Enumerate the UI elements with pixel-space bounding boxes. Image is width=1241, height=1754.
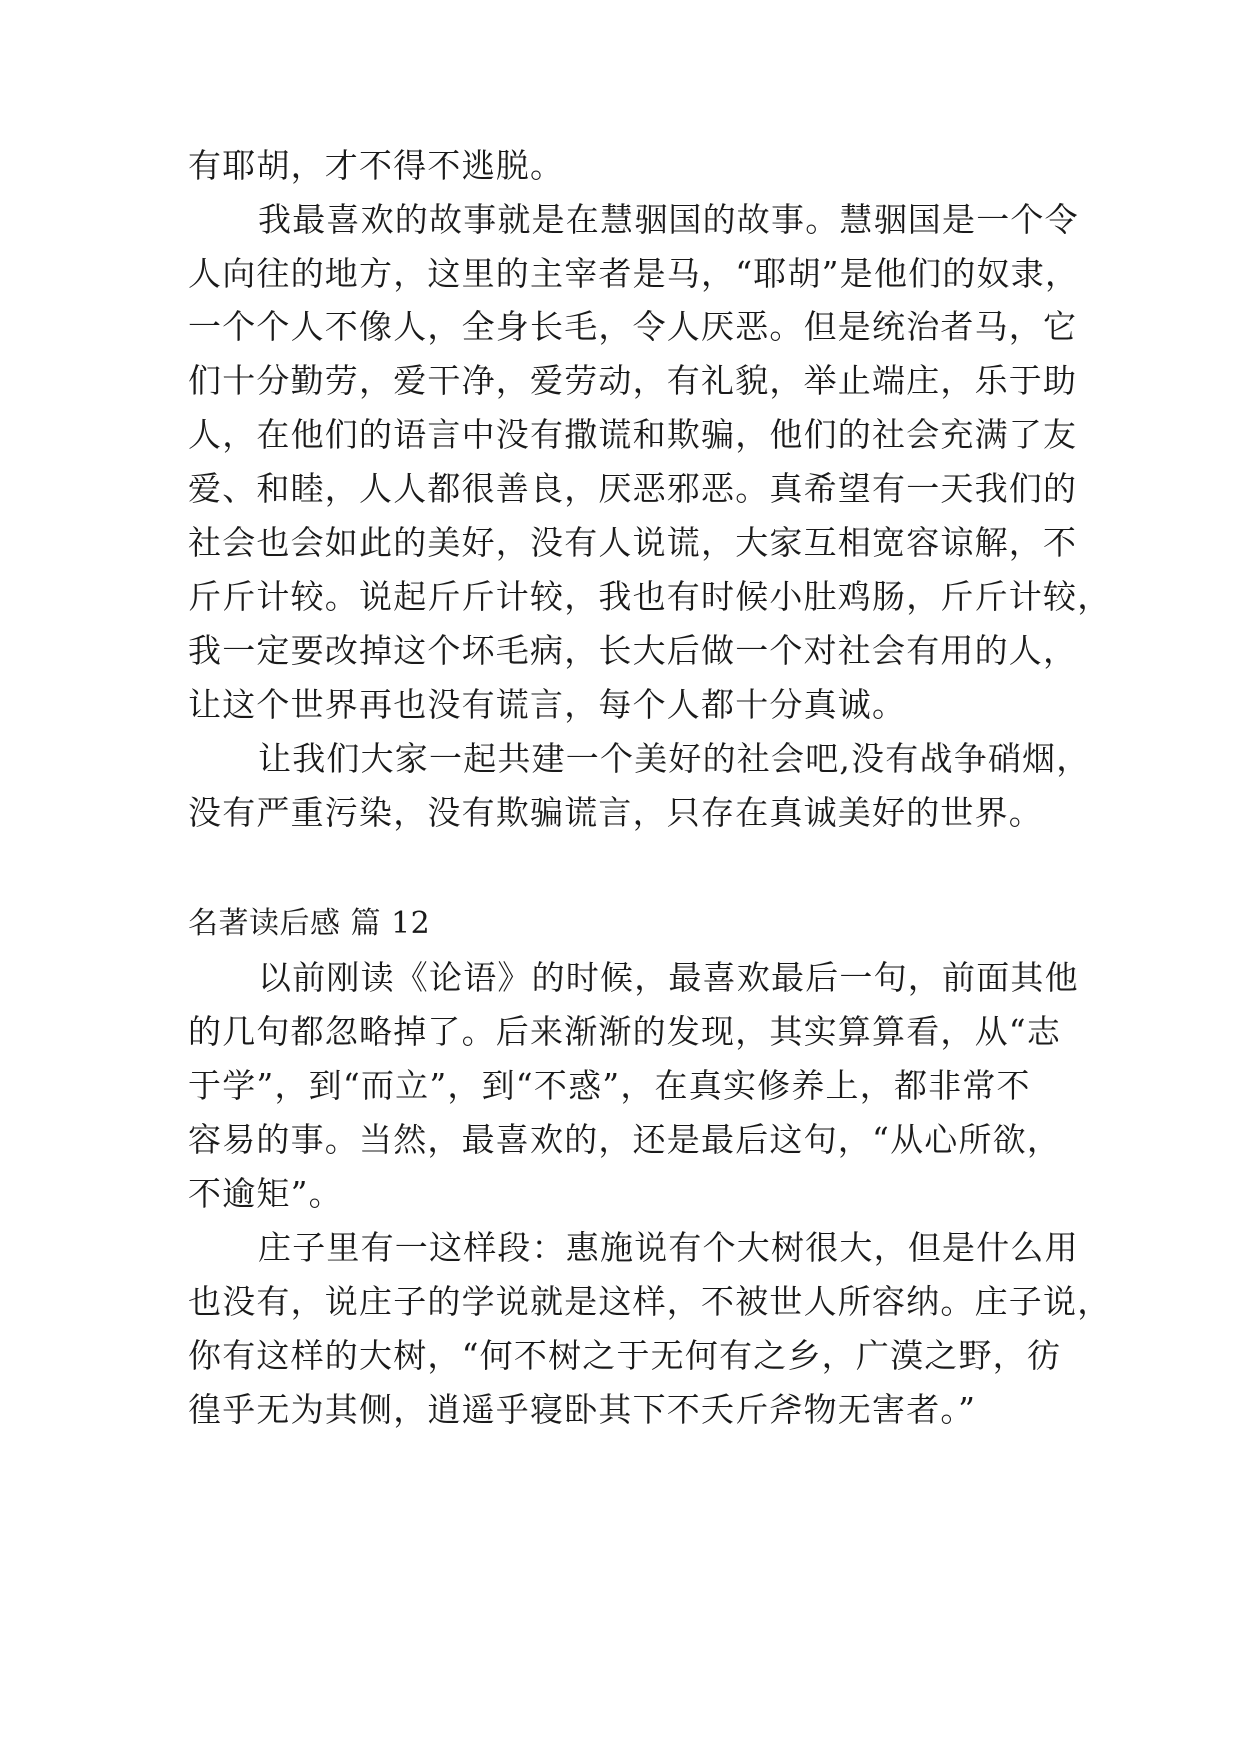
paragraph-line: 爱、和睦，人人都很善良，厌恶邪恶。真希望有一天我们的	[188, 469, 1078, 508]
paragraph-line: 于学”，到“而立”，到“不惑”，在真实修养上，都非常不	[188, 1066, 1031, 1105]
paragraph-line: 斤斤计较。说起斤斤计较，我也有时候小肚鸡肠，斤斤计较，	[188, 577, 1112, 616]
paragraph-line: 徨乎无为其侧，逍遥乎寝卧其下不夭斤斧物无害者。”	[188, 1390, 977, 1429]
paragraph-line: 庄子里有一这样段：惠施说有个大树很大，但是什么用	[258, 1228, 1079, 1267]
paragraph-line: 没有严重污染，没有欺骗谎言，只存在真诚美好的世界。	[188, 793, 1043, 832]
paragraph-line: 一个个人不像人，全身长毛，令人厌恶。但是统治者马，它	[188, 307, 1078, 346]
paragraph-line: 有耶胡，才不得不逃脱。	[188, 146, 565, 185]
paragraph-line: 人，在他们的语言中没有撒谎和欺骗，他们的社会充满了友	[188, 415, 1078, 454]
paragraph-line: 不逾矩”。	[188, 1174, 343, 1213]
paragraph-line: 们十分勤劳，爱干净，爱劳动，有礼貌，举止端庄，乐于助	[188, 361, 1078, 400]
paragraph-line: 让这个世界再也没有谎言，每个人都十分真诚。	[188, 685, 907, 724]
paragraph-line: 以前刚读《论语》的时候，最喜欢最后一句，前面其他	[258, 958, 1079, 997]
paragraph-line: 容易的事。当然，最喜欢的，还是最后这句，“从心所欲，	[188, 1120, 1062, 1159]
section-heading: 名著读后感 篇 12	[188, 906, 431, 941]
paragraph-line: 人向往的地方，这里的主宰者是马，“耶胡”是他们的奴隶，	[188, 254, 1080, 293]
paragraph-line: 让我们大家一起共建一个美好的社会吧,没有战争硝烟，	[258, 739, 1091, 778]
paragraph-line: 你有这样的大树，“何不树之于无何有之乡，广漠之野，彷	[188, 1336, 1062, 1375]
paragraph-line: 的几句都忽略掉了。后来渐渐的发现，其实算算看，从“志	[188, 1012, 1062, 1051]
paragraph-line: 我一定要改掉这个坏毛病，长大后做一个对社会有用的人，	[188, 631, 1078, 670]
paragraph-line: 我最喜欢的故事就是在慧骃国的故事。慧骃国是一个令	[258, 200, 1079, 239]
paragraph-line: 社会也会如此的美好，没有人说谎，大家互相宽容谅解，不	[188, 523, 1078, 562]
paragraph-line: 也没有，说庄子的学说就是这样，不被世人所容纳。庄子说，	[188, 1282, 1112, 1321]
